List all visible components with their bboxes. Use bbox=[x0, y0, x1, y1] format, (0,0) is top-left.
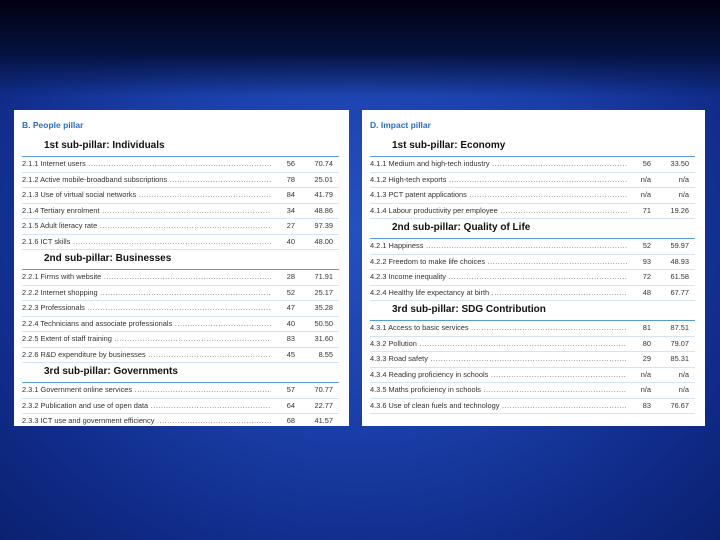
indicator-label: 2.3.3 ICT use and government efficiency ..... bbox=[22, 414, 271, 426]
indicator-score: 41.79 bbox=[314, 190, 333, 199]
indicator-label: 4.3.6 Use of clean fuels and technology ..... bbox=[370, 399, 627, 414]
indicator-label: 2.1.2 Active mobile-broadband subscriptions ..... bbox=[22, 173, 271, 188]
indicator-row bbox=[370, 368, 695, 384]
indicator-row bbox=[22, 414, 339, 426]
indicator-score: n/a bbox=[678, 369, 689, 379]
indicator-row bbox=[370, 383, 695, 399]
indicator-rank: 83 bbox=[286, 334, 295, 343]
pillar-title: B. People pillar bbox=[22, 120, 84, 130]
indicator-row bbox=[370, 352, 695, 368]
sub-pillar-heading: 2nd sub-pillar: Businesses bbox=[44, 253, 172, 264]
indicator-rank: 57 bbox=[286, 385, 295, 394]
sub-pillar-heading: 3rd sub-pillar: SDG Contribution bbox=[392, 304, 546, 315]
sub-pillar-heading: 2nd sub-pillar: Quality of Life bbox=[392, 222, 531, 233]
indicator-row bbox=[22, 157, 339, 173]
indicator-label: 2.3.2 Publication and use of open data ..... bbox=[22, 399, 271, 414]
indicator-row bbox=[22, 332, 339, 348]
indicator-row bbox=[22, 173, 339, 189]
indicator-label: 2.2.6 R&D expenditure by businesses ..... bbox=[22, 348, 271, 363]
indicator-row bbox=[370, 173, 695, 189]
impact-pillar-panel bbox=[362, 110, 705, 426]
indicator-label: 4.3.5 Maths proficiency in schools ..... bbox=[370, 383, 627, 398]
indicator-row bbox=[370, 188, 695, 204]
indicator-score: 19.26 bbox=[670, 205, 689, 215]
indicator-row bbox=[22, 188, 339, 204]
indicator-row bbox=[22, 235, 339, 251]
indicator-row bbox=[22, 204, 339, 220]
indicator-label: 2.1.4 Tertiary enrolment ..... bbox=[22, 204, 271, 219]
indicator-row bbox=[370, 204, 695, 220]
indicator-score: n/a bbox=[678, 174, 689, 184]
indicator-rank: n/a bbox=[640, 174, 651, 184]
indicator-label: 4.2.3 Income inequality ..... bbox=[370, 270, 627, 285]
indicator-rank: 40 bbox=[286, 236, 295, 246]
indicator-label: 2.2.4 Technicians and associate professionals ..... bbox=[22, 317, 271, 332]
indicator-rank: 40 bbox=[286, 318, 295, 328]
indicator-row bbox=[370, 157, 695, 173]
indicator-label: 2.1.1 Internet users ..... bbox=[22, 157, 271, 172]
indicator-row bbox=[22, 286, 339, 302]
indicator-rank: 45 bbox=[286, 349, 295, 359]
indicator-rank: 71 bbox=[642, 205, 651, 215]
indicator-row bbox=[22, 399, 339, 415]
indicator-row bbox=[370, 321, 695, 337]
indicator-score: 48.86 bbox=[314, 205, 333, 215]
indicator-row bbox=[22, 301, 339, 317]
indicator-label: 2.2.5 Extent of staff training ..... bbox=[22, 332, 271, 347]
indicator-score: 8.55 bbox=[318, 349, 333, 359]
indicator-label: 4.1.2 High-tech exports ..... bbox=[370, 173, 627, 188]
indicator-score: 41.57 bbox=[314, 416, 333, 425]
indicator-rank: 81 bbox=[642, 323, 651, 332]
indicator-rank: n/a bbox=[640, 190, 651, 199]
sub-pillar-group bbox=[370, 303, 695, 414]
indicator-label: 2.2.2 Internet shopping ..... bbox=[22, 286, 271, 301]
indicator-rank: n/a bbox=[640, 369, 651, 379]
indicator-score: 48.00 bbox=[314, 236, 333, 246]
indicator-score: 85.31 bbox=[670, 354, 689, 363]
indicator-label: 4.3.2 Pollution ..... bbox=[370, 337, 627, 352]
indicator-label: 4.2.1 Happiness ..... bbox=[370, 239, 627, 254]
indicator-label: 4.3.4 Reading proficiency in schools ..... bbox=[370, 368, 627, 383]
indicator-score: n/a bbox=[678, 385, 689, 394]
indicator-rank: 47 bbox=[286, 303, 295, 312]
sub-pillar-group bbox=[370, 221, 695, 301]
sub-pillar-group bbox=[370, 139, 695, 219]
indicator-rank: 80 bbox=[642, 338, 651, 348]
indicator-rank: 78 bbox=[286, 174, 295, 184]
indicator-score: 22.77 bbox=[314, 400, 333, 410]
sub-pillar-heading: 1st sub-pillar: Economy bbox=[392, 140, 506, 151]
indicator-label: 4.2.4 Healthy life expectancy at birth ..... bbox=[370, 286, 627, 301]
indicator-row bbox=[370, 239, 695, 255]
indicator-score: 79.07 bbox=[670, 338, 689, 348]
indicator-label: 4.1.1 Medium and high-tech industry ..... bbox=[370, 157, 627, 172]
indicator-rank: 34 bbox=[286, 205, 295, 215]
indicator-score: 59.97 bbox=[670, 241, 689, 250]
indicator-row bbox=[22, 317, 339, 333]
groups-container bbox=[22, 139, 339, 426]
indicator-row bbox=[370, 286, 695, 302]
indicator-row bbox=[22, 348, 339, 364]
indicator-label: 4.1.3 PCT patent applications ..... bbox=[370, 188, 627, 203]
indicator-rank: 29 bbox=[642, 354, 651, 363]
indicator-score: 71.91 bbox=[314, 272, 333, 281]
indicator-score: 48.93 bbox=[670, 256, 689, 266]
indicator-rank: 27 bbox=[286, 221, 295, 230]
indicator-score: 97.39 bbox=[314, 221, 333, 230]
indicator-score: 31.60 bbox=[314, 334, 333, 343]
indicator-row bbox=[370, 399, 695, 415]
indicator-score: 67.77 bbox=[670, 287, 689, 297]
indicator-rank: 72 bbox=[642, 272, 651, 281]
indicator-row bbox=[370, 255, 695, 271]
indicator-row bbox=[22, 219, 339, 235]
indicator-label: 2.1.6 ICT skills ..... bbox=[22, 235, 271, 250]
indicator-label: 4.3.3 Road safety ..... bbox=[370, 352, 627, 367]
indicator-rank: 93 bbox=[642, 256, 651, 266]
indicator-label: 2.1.5 Adult literacy rate ..... bbox=[22, 219, 271, 234]
indicator-score: 33.50 bbox=[670, 159, 689, 168]
indicator-score: 25.01 bbox=[314, 174, 333, 184]
indicator-score: 35.28 bbox=[314, 303, 333, 312]
indicator-rank: 52 bbox=[286, 287, 295, 297]
indicator-score: n/a bbox=[678, 190, 689, 199]
indicator-rank: 68 bbox=[286, 416, 295, 425]
indicator-rank: 84 bbox=[286, 190, 295, 199]
people-pillar-panel bbox=[14, 110, 349, 426]
indicator-row bbox=[370, 337, 695, 353]
sub-pillar-heading: 1st sub-pillar: Individuals bbox=[44, 140, 165, 151]
indicator-score: 70.74 bbox=[314, 159, 333, 168]
indicator-score: 70.77 bbox=[314, 385, 333, 394]
indicator-rank: 28 bbox=[286, 272, 295, 281]
indicator-label: 2.2.3 Professionals ..... bbox=[22, 301, 271, 316]
indicator-score: 50.50 bbox=[314, 318, 333, 328]
indicator-score: 61.58 bbox=[670, 272, 689, 281]
sub-pillar-group bbox=[22, 252, 339, 363]
indicator-score: 87.51 bbox=[670, 323, 689, 332]
indicator-label: 4.2.2 Freedom to make life choices ..... bbox=[370, 255, 627, 270]
top-dark-band bbox=[0, 0, 720, 96]
indicator-rank: 48 bbox=[642, 287, 651, 297]
indicator-score: 25.17 bbox=[314, 287, 333, 297]
indicator-label: 2.1.3 Use of virtual social networks ..... bbox=[22, 188, 271, 203]
indicator-row bbox=[22, 383, 339, 399]
groups-container bbox=[370, 139, 695, 414]
indicator-label: 4.3.1 Access to basic services ..... bbox=[370, 321, 627, 336]
sub-pillar-group bbox=[22, 139, 339, 250]
indicator-row bbox=[370, 270, 695, 286]
indicator-score: 76.67 bbox=[670, 400, 689, 410]
indicator-label: 2.2.1 Firms with website ..... bbox=[22, 270, 271, 285]
sub-pillar-group bbox=[22, 365, 339, 426]
indicator-label: 4.1.4 Labour productivity per employee ..... bbox=[370, 204, 627, 219]
pillar-title: D. Impact pillar bbox=[370, 120, 431, 130]
indicator-label: 2.3.1 Government online services ..... bbox=[22, 383, 271, 398]
indicator-rank: 64 bbox=[286, 400, 295, 410]
indicator-rank: n/a bbox=[640, 385, 651, 394]
indicator-rank: 83 bbox=[642, 400, 651, 410]
sub-pillar-heading: 3rd sub-pillar: Governments bbox=[44, 366, 178, 377]
indicator-rank: 52 bbox=[642, 241, 651, 250]
indicator-rank: 56 bbox=[286, 159, 295, 168]
indicator-row bbox=[22, 270, 339, 286]
indicator-rank: 56 bbox=[642, 159, 651, 168]
